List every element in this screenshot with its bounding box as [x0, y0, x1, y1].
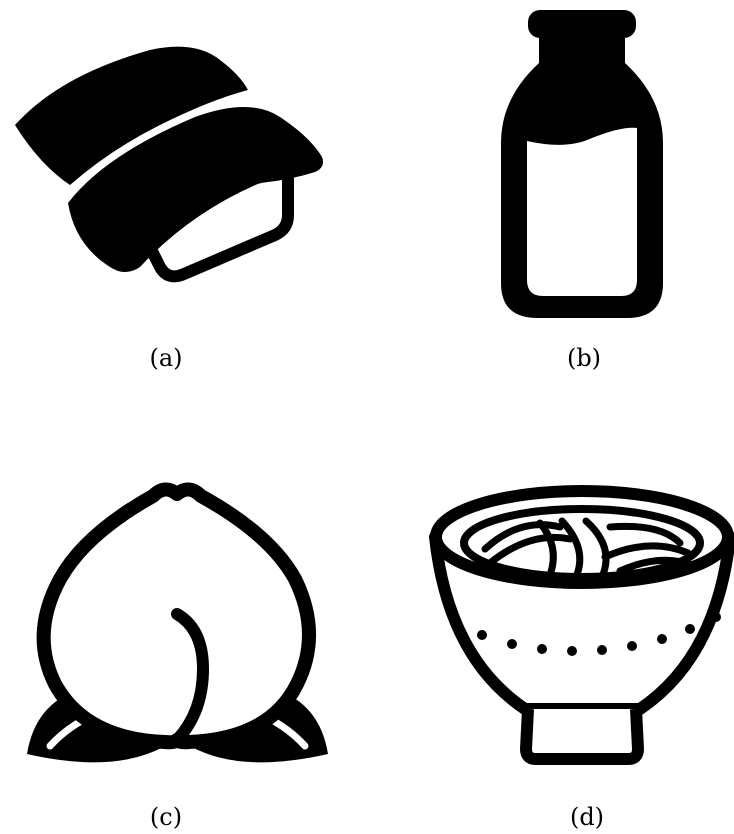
peach-icon: [25, 484, 330, 764]
panel-b: [367, 0, 734, 417]
panel-c: [0, 417, 367, 834]
caption-d: (d): [569, 803, 605, 831]
milk-bottle-icon: [497, 8, 667, 320]
panel-a: [0, 0, 367, 417]
caption-a: (a): [149, 344, 183, 372]
noodle-bowl-icon: [430, 487, 734, 765]
panel-d: [367, 417, 734, 834]
caption-c: (c): [149, 803, 183, 831]
caption-b: (b): [566, 344, 602, 372]
sushi-icon: [10, 45, 330, 285]
